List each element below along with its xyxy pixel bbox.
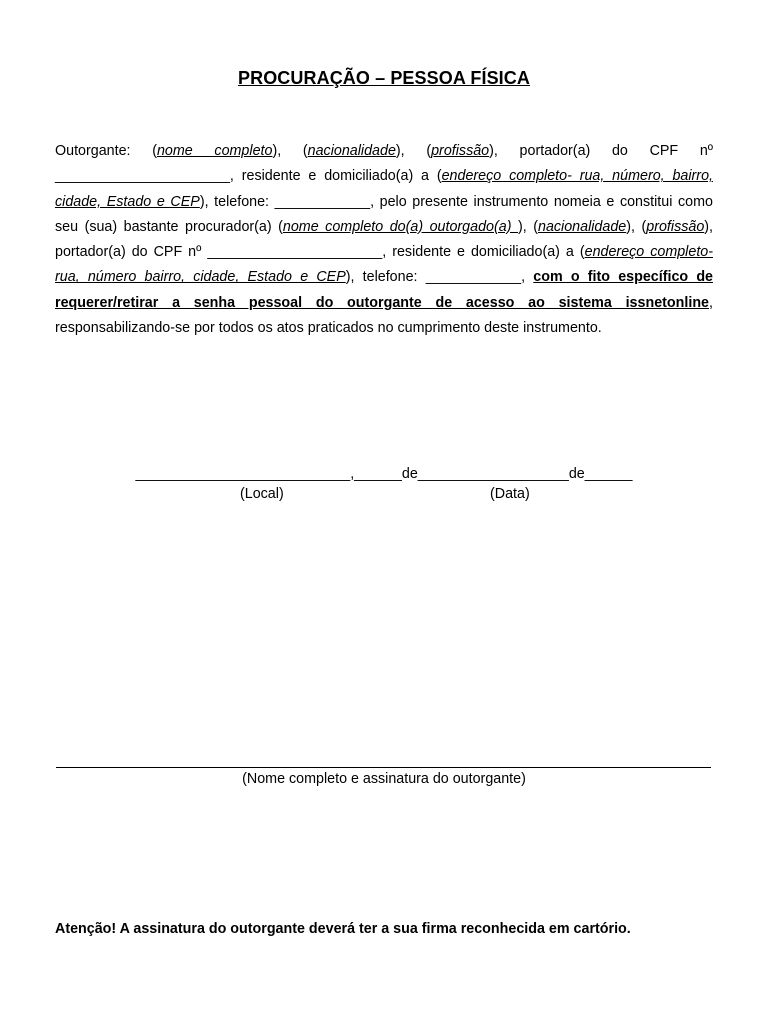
placeholder-outorgante-address: endereço completo- rua, número, bairro, cidade, Estado e CEP <box>55 168 713 210</box>
body-text-segment: ), ( <box>517 218 538 235</box>
body-text-segment: ), ( <box>395 143 432 159</box>
body-text-segment: Outorgante: ( <box>55 143 157 159</box>
placeholder-outorgante-name: nome completo <box>156 143 273 159</box>
placeholder-outorgado-nationality: nacionalidade <box>538 218 627 235</box>
placeholder-outorgante-profession: profissão <box>431 143 490 159</box>
body-text-segment: , responsabilizando-se por todos os atos praticados no cumprimento deste instrumento. <box>55 294 713 337</box>
body-text-segment: ), ( <box>626 218 647 235</box>
purpose-clause: com o fito específico de requerer/retirar a senha pessoal do outorgante de acesso ao sistema issnetonline <box>55 269 714 311</box>
placeholder-outorgado-address: endereço completo- rua, número bairro, cidade, Estado e CEP <box>55 244 713 286</box>
body-text-segment: ), ( <box>272 143 308 159</box>
signature-line <box>56 767 711 768</box>
document-title: PROCURAÇÃO – PESSOA FÍSICA <box>238 68 530 88</box>
signature-label: (Nome completo e assinatura do outorgante) <box>242 771 526 787</box>
placeholder-outorgante-nationality: nacionalidade <box>307 143 396 159</box>
attention-notice: Atenção! A assinatura do outorgante deverá ter a sua firma reconhecida em cartório. <box>55 921 631 937</box>
local-label: (Local) <box>240 486 284 502</box>
body-text-segment: ), telefone: ____________, <box>345 269 534 286</box>
date-label: (Data) <box>490 486 530 502</box>
body-text-segment: ), portador(a) do CPF nº ______________________, residente e domiciliado(a) a ( <box>55 218 714 261</box>
body-text-segment: ), telefone: ____________, pelo presente instrumento nomeia e constitui como seu (sua) bastante procurador(a) ( <box>55 193 713 235</box>
document-body-paragraph <box>55 139 713 341</box>
placeholder-outorgado-profession: profissão <box>646 218 705 235</box>
place-date-line: ___________________________,______de___________________de______ <box>135 466 633 482</box>
body-text-segment: ), portador(a) do CPF nº ______________________, residente e domiciliado(a) a ( <box>55 143 714 185</box>
placeholder-outorgado-name: nome completo do(a) outorgado(a) <box>282 218 518 235</box>
